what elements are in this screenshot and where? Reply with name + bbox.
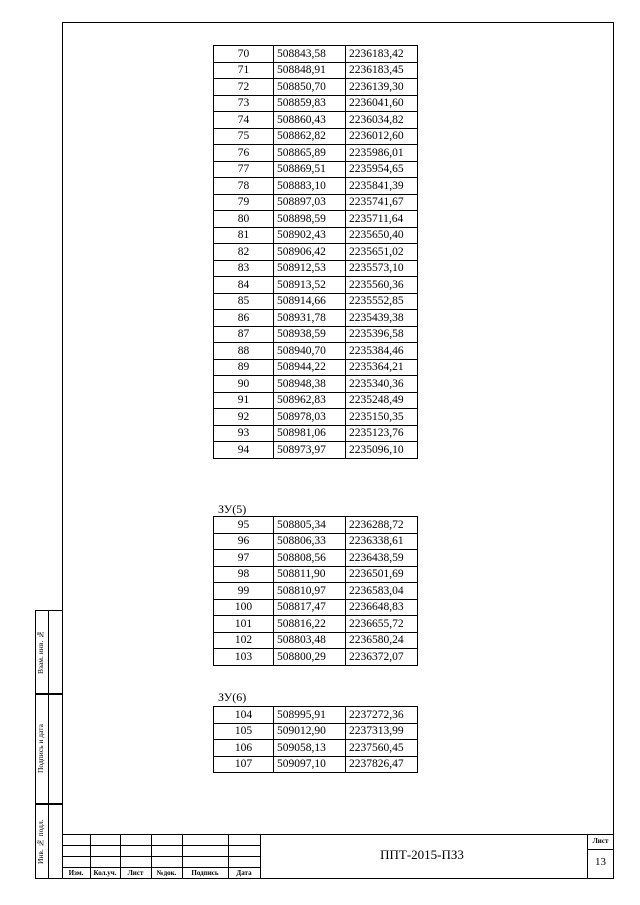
coord-x: 508859,83 — [274, 95, 346, 112]
coord-y: 2235340,36 — [346, 376, 418, 393]
group-label-zu6: ЗУ(6) — [218, 690, 247, 704]
table-row — [214, 62, 418, 79]
table-row — [214, 376, 418, 393]
table-row — [214, 583, 418, 600]
coord-x: 508883,10 — [274, 178, 346, 195]
table-row — [214, 178, 418, 195]
sheet-label: Лист — [592, 837, 609, 845]
coord-x: 508962,83 — [274, 392, 346, 409]
coord-y: 2235560,36 — [346, 277, 418, 294]
group-label-zu5: ЗУ(5) — [218, 502, 247, 516]
coord-y: 2237560,45 — [346, 740, 418, 757]
table-row — [214, 707, 418, 724]
point-number: 106 — [214, 740, 274, 757]
coord-y: 2236501,69 — [346, 566, 418, 583]
point-number: 84 — [214, 277, 274, 294]
col-podpis: Подпись — [191, 869, 219, 877]
table-row — [214, 194, 418, 211]
point-number: 80 — [214, 211, 274, 228]
coordinates-table-1 — [213, 45, 418, 459]
table-row — [214, 566, 418, 583]
col-ndok: №док. — [156, 869, 177, 877]
vzam-inv-label: Взам. инв. № — [36, 629, 45, 675]
coord-y: 2236183,42 — [346, 46, 418, 63]
coord-x: 508843,58 — [274, 46, 346, 63]
table-row — [214, 723, 418, 740]
document-code: ППТ-2015-ПЗ3 — [380, 847, 464, 862]
point-number: 75 — [214, 128, 274, 145]
coord-y: 2235650,40 — [346, 227, 418, 244]
coord-x: 508906,42 — [274, 244, 346, 261]
coord-x: 508805,34 — [274, 517, 346, 534]
coord-x: 508817,47 — [274, 599, 346, 616]
table-row — [214, 425, 418, 442]
coord-x: 508816,22 — [274, 616, 346, 633]
point-number: 99 — [214, 583, 274, 600]
table-row — [214, 533, 418, 550]
point-number: 70 — [214, 46, 274, 63]
table-row — [214, 740, 418, 757]
coord-y: 2237313,99 — [346, 723, 418, 740]
coord-y: 2235096,10 — [346, 442, 418, 459]
coord-x: 508869,51 — [274, 161, 346, 178]
coord-x: 508940,70 — [274, 343, 346, 360]
point-number: 103 — [214, 649, 274, 666]
point-number: 96 — [214, 533, 274, 550]
coord-y: 2236438,59 — [346, 550, 418, 567]
coord-x: 509058,13 — [274, 740, 346, 757]
coord-x: 508898,59 — [274, 211, 346, 228]
table-row — [214, 343, 418, 360]
coord-x: 508865,89 — [274, 145, 346, 162]
coord-x: 508912,53 — [274, 260, 346, 277]
coordinates-table-3 — [213, 706, 418, 773]
table-row — [214, 517, 418, 534]
point-number: 74 — [214, 112, 274, 129]
coord-y: 2235711,64 — [346, 211, 418, 228]
coord-x: 508938,59 — [274, 326, 346, 343]
table-row — [214, 310, 418, 327]
coord-x: 508931,78 — [274, 310, 346, 327]
point-number: 105 — [214, 723, 274, 740]
point-number: 86 — [214, 310, 274, 327]
table-row — [214, 227, 418, 244]
coord-x: 508902,43 — [274, 227, 346, 244]
table-row — [214, 277, 418, 294]
table-row — [214, 244, 418, 261]
col-koluch: Кол.уч. — [93, 869, 117, 877]
coord-y: 2236034,82 — [346, 112, 418, 129]
point-number: 104 — [214, 707, 274, 724]
table-row — [214, 756, 418, 773]
table-row — [214, 550, 418, 567]
table-row — [214, 293, 418, 310]
coord-x: 508944,22 — [274, 359, 346, 376]
point-number: 102 — [214, 632, 274, 649]
table-row — [214, 359, 418, 376]
coord-x: 508948,38 — [274, 376, 346, 393]
coord-y: 2235364,21 — [346, 359, 418, 376]
coord-y: 2235248,49 — [346, 392, 418, 409]
coord-y: 2235573,10 — [346, 260, 418, 277]
table-row — [214, 145, 418, 162]
coord-x: 508848,91 — [274, 62, 346, 79]
coord-y: 2236041,60 — [346, 95, 418, 112]
coord-x: 508978,03 — [274, 409, 346, 426]
point-number: 93 — [214, 425, 274, 442]
coord-y: 2235651,02 — [346, 244, 418, 261]
coord-y: 2236648,83 — [346, 599, 418, 616]
point-number: 76 — [214, 145, 274, 162]
table-row — [214, 95, 418, 112]
table-row — [214, 326, 418, 343]
coord-y: 2235954,65 — [346, 161, 418, 178]
coord-y: 2236288,72 — [346, 517, 418, 534]
table-row — [214, 161, 418, 178]
coord-x: 509097,10 — [274, 756, 346, 773]
coord-x: 508803,48 — [274, 632, 346, 649]
coord-x: 508973,97 — [274, 442, 346, 459]
table-row — [214, 128, 418, 145]
coord-y: 2237272,36 — [346, 707, 418, 724]
side-stamp — [35, 610, 62, 879]
table-row — [214, 392, 418, 409]
table-row — [214, 260, 418, 277]
point-number: 73 — [214, 95, 274, 112]
coordinates-table-2 — [213, 516, 418, 666]
coord-x: 508913,52 — [274, 277, 346, 294]
coord-y: 2236655,72 — [346, 616, 418, 633]
coord-x: 508862,82 — [274, 128, 346, 145]
table-row — [214, 616, 418, 633]
point-number: 98 — [214, 566, 274, 583]
table-row — [214, 649, 418, 666]
coord-x: 509012,90 — [274, 723, 346, 740]
coord-x: 508808,56 — [274, 550, 346, 567]
table-row — [214, 79, 418, 96]
coord-y: 2236583,04 — [346, 583, 418, 600]
point-number: 85 — [214, 293, 274, 310]
coord-y: 2235986,01 — [346, 145, 418, 162]
coord-x: 508914,66 — [274, 293, 346, 310]
point-number: 82 — [214, 244, 274, 261]
table-row — [214, 599, 418, 616]
point-number: 100 — [214, 599, 274, 616]
coord-y: 2235552,85 — [346, 293, 418, 310]
table-row — [214, 632, 418, 649]
col-izm: Изм. — [68, 869, 84, 877]
title-block — [62, 834, 614, 879]
point-number: 79 — [214, 194, 274, 211]
coord-y: 2236183,45 — [346, 62, 418, 79]
coord-y: 2236580,24 — [346, 632, 418, 649]
point-number: 101 — [214, 616, 274, 633]
table-row — [214, 409, 418, 426]
point-number: 92 — [214, 409, 274, 426]
table-row — [214, 112, 418, 129]
point-number: 71 — [214, 62, 274, 79]
coord-x: 508860,43 — [274, 112, 346, 129]
coord-y: 2236338,61 — [346, 533, 418, 550]
coord-y: 2235841,39 — [346, 178, 418, 195]
signature-date-label: Подпись и дата — [36, 724, 45, 774]
point-number: 78 — [214, 178, 274, 195]
coord-x: 508810,97 — [274, 583, 346, 600]
coord-y: 2236372,07 — [346, 649, 418, 666]
point-number: 83 — [214, 260, 274, 277]
point-number: 107 — [214, 756, 274, 773]
col-list: Лист — [127, 869, 144, 877]
table-row — [214, 46, 418, 63]
point-number: 90 — [214, 376, 274, 393]
point-number: 81 — [214, 227, 274, 244]
point-number: 89 — [214, 359, 274, 376]
coord-x: 508800,29 — [274, 649, 346, 666]
col-data: Дата — [236, 869, 252, 877]
sheet-number: 13 — [595, 856, 606, 868]
point-number: 87 — [214, 326, 274, 343]
coord-y: 2235741,67 — [346, 194, 418, 211]
point-number: 91 — [214, 392, 274, 409]
inv-original-label: Инв. № подл. — [36, 819, 45, 864]
point-number: 97 — [214, 550, 274, 567]
table-row — [214, 442, 418, 459]
coord-x: 508981,06 — [274, 425, 346, 442]
coord-y: 2235123,76 — [346, 425, 418, 442]
coord-y: 2235396,58 — [346, 326, 418, 343]
point-number: 72 — [214, 79, 274, 96]
coord-y: 2235384,46 — [346, 343, 418, 360]
coord-y: 2236012,60 — [346, 128, 418, 145]
table-row — [214, 211, 418, 228]
point-number: 94 — [214, 442, 274, 459]
point-number: 95 — [214, 517, 274, 534]
coord-x: 508897,03 — [274, 194, 346, 211]
coord-y: 2236139,30 — [346, 79, 418, 96]
coord-x: 508850,70 — [274, 79, 346, 96]
point-number: 77 — [214, 161, 274, 178]
coord-y: 2237826,47 — [346, 756, 418, 773]
coord-y: 2235150,35 — [346, 409, 418, 426]
point-number: 88 — [214, 343, 274, 360]
coord-x: 508995,91 — [274, 707, 346, 724]
coord-y: 2235439,38 — [346, 310, 418, 327]
coord-x: 508806,33 — [274, 533, 346, 550]
coord-x: 508811,90 — [274, 566, 346, 583]
